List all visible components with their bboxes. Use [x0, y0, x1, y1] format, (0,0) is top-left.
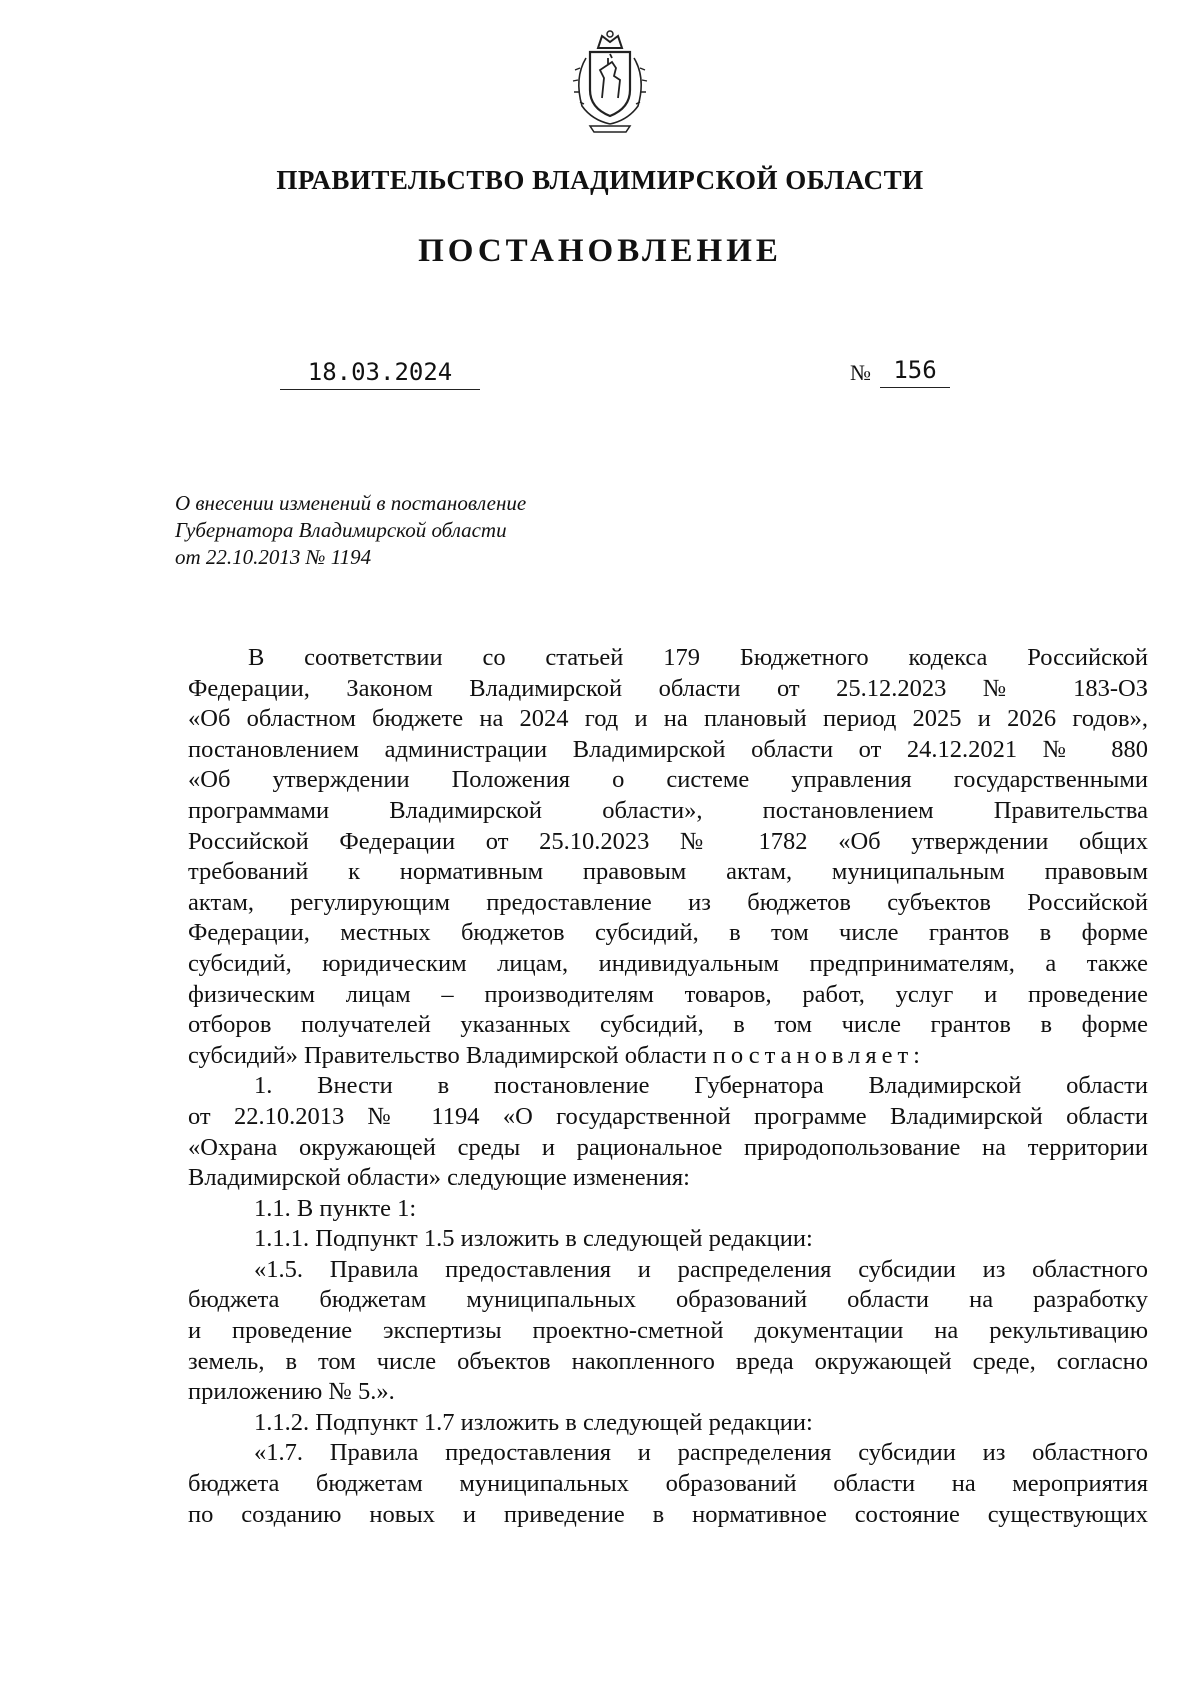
body-line: постановлением администрации Владимирской области от 24.12.2021 № 880 [188, 735, 1148, 763]
body-line: Федерации, Законом Владимирской области от 25.12.2023 № 183-ОЗ [188, 674, 1148, 702]
organization-title: ПРАВИТЕЛЬСТВО ВЛАДИМИРСКОЙ ОБЛАСТИ [276, 165, 924, 195]
body-line: программами Владимирской области», постановлением Правительства [188, 796, 1148, 824]
document-number: 156 [880, 355, 950, 388]
body-line: 1. Внести в постановление Губернатора Владимирской области [254, 1072, 1148, 1100]
body-line-text: субсидий» Правительство Владимирской области [188, 1041, 707, 1069]
document-type-title: ПОСТАНОВЛЕНИЕ [418, 233, 782, 269]
coat-of-arms-icon [560, 28, 660, 138]
body-line: 1.1.1. Подпункт 1.5 изложить в следующей редакции: [254, 1225, 813, 1253]
body-line: отборов получателей указанных субсидий, в том числе грантов в форме [188, 1011, 1148, 1039]
number-label: № [850, 360, 871, 385]
subject-line: Губернатора Владимирской области [175, 518, 507, 542]
document-body [188, 643, 1148, 1530]
body-line: Федерации, местных бюджетов субсидий, в том числе грантов в форме [188, 919, 1148, 947]
body-line: физическим лицам – производителям товаров, работ, услуг и проведение [188, 980, 1148, 1008]
body-line: бюджета бюджетам муниципальных образований области на мероприятия [188, 1470, 1148, 1498]
body-line: бюджета бюджетам муниципальных образований области на разработку [188, 1286, 1148, 1314]
body-line: приложению № 5.». [188, 1378, 395, 1406]
body-line: субсидий, юридическим лицам, индивидуальным предпринимателям, а также [188, 949, 1148, 977]
body-line: земель, в том числе объектов накопленного вреда окружающей среде, согласно [188, 1347, 1148, 1375]
subject-line: О внесении изменений в постановление [175, 491, 527, 515]
document-subject [175, 490, 526, 571]
body-line: 1.1.2. Подпункт 1.7 изложить в следующей редакции: [254, 1408, 813, 1436]
body-line: актам, регулирующим предоставление из бюджетов субъектов Российской [188, 888, 1148, 916]
body-line: от 22.10.2013 № 1194 «О государственной программе Владимирской области [188, 1102, 1148, 1130]
body-line: «1.7. Правила предоставления и распределения субсидии из областного [254, 1439, 1148, 1467]
body-line: «1.5. Правила предоставления и распределения субсидии из областного [254, 1255, 1148, 1283]
subject-line: от 22.10.2013 № 1194 [175, 545, 372, 569]
body-line: по созданию новых и приведение в нормативное состояние существующих [188, 1500, 1148, 1528]
document-date: 18.03.2024 [280, 357, 480, 390]
body-line: 1.1. В пункте 1: [254, 1194, 417, 1222]
body-line: требований к нормативным правовым актам, муниципальным правовым [188, 858, 1148, 886]
body-line [188, 1041, 1148, 1072]
body-line: В соответствии со статьей 179 Бюджетного кодекса Российской [248, 644, 1148, 671]
body-line: и проведение экспертизы проектно-сметной документации на рекультивацию [188, 1317, 1148, 1345]
body-line: «Охрана окружающей среды и рациональное природопользование на территории [188, 1133, 1148, 1161]
body-line: Владимирской области» следующие изменения: [188, 1164, 690, 1192]
decree-word: постановляет: [712, 1041, 925, 1069]
body-line: «Об областном бюджете на 2024 год и на плановый период 2025 и 2026 годов», [188, 705, 1148, 733]
body-line: «Об утверждении Положения о системе управления государственными [188, 766, 1148, 794]
body-line: Российской Федерации от 25.10.2023 № 1782 «Об утверждении общих [188, 827, 1148, 855]
